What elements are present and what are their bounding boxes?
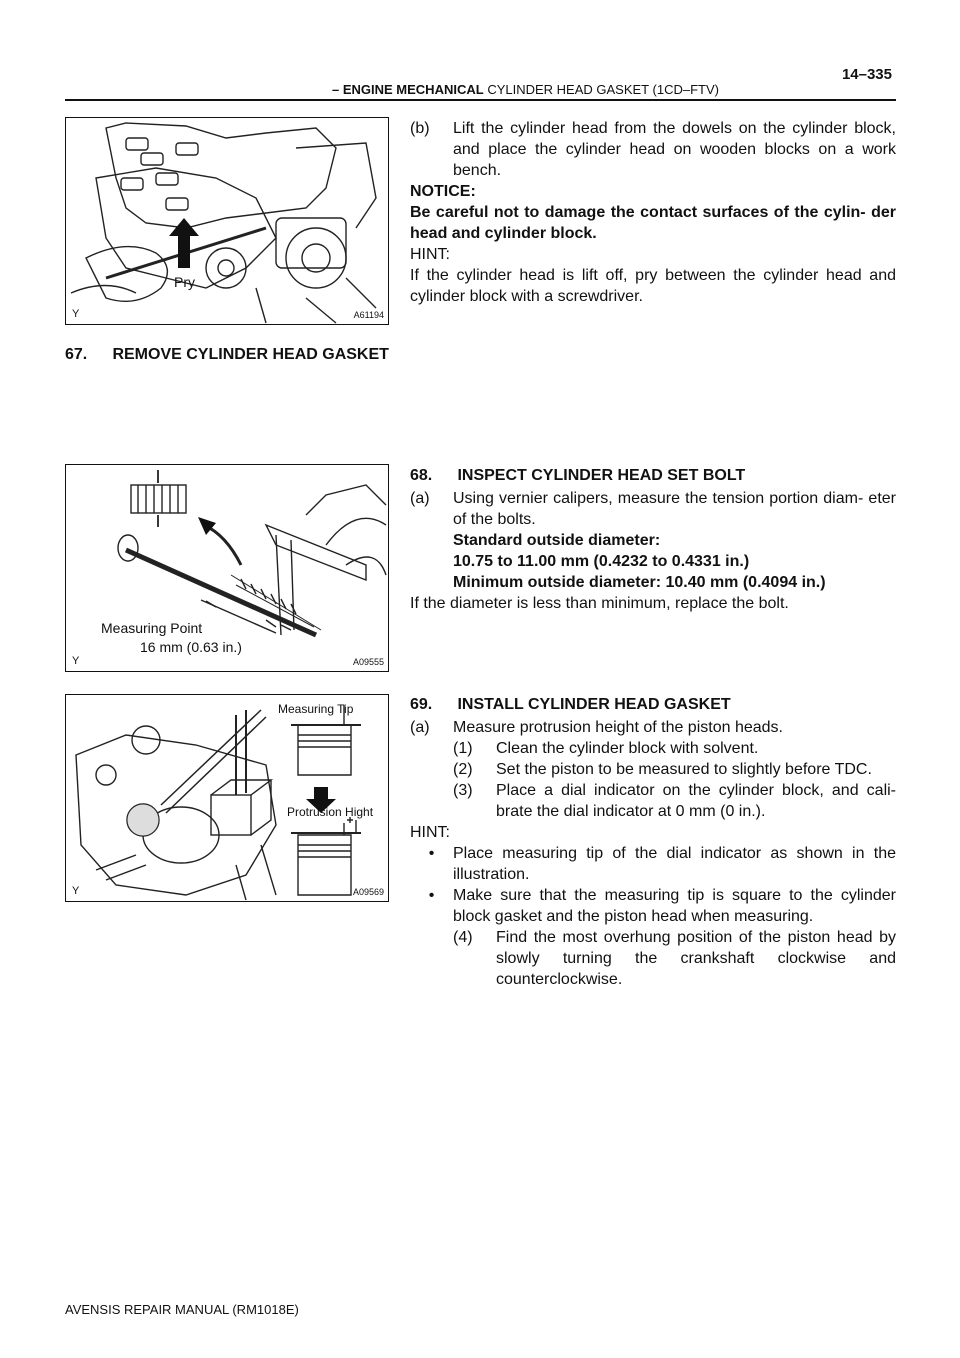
- hint-label: HINT:: [410, 824, 450, 841]
- sub-item-2: [410, 759, 896, 780]
- bullet-item-2: [410, 885, 896, 927]
- step-number: 68.: [410, 467, 433, 484]
- section-title: – ENGINE MECHANICAL: [332, 82, 484, 97]
- manual-footer: AVENSIS REPAIR MANUAL (RM1018E): [65, 1302, 299, 1317]
- section-header: [332, 82, 719, 97]
- item-text: Lift the cylinder head from the dowels on the cylinder block, and place the cylinder head on wooden blocks on a work bench.: [453, 120, 896, 179]
- text-block-install-gasket: [410, 717, 896, 990]
- step-67-heading: [65, 346, 389, 364]
- page-number: 14–335: [841, 66, 892, 83]
- standard-label: Standard outside diameter:: [453, 532, 661, 549]
- label-measuring-tip: Measuring Tip: [278, 702, 354, 716]
- sub-item-3: [410, 780, 896, 822]
- sub-item-text: Find the most overhung position of the piston head by slowly turning the crankshaft clockwise and counterclockwise.: [496, 929, 896, 988]
- header-rule: [65, 99, 896, 101]
- item-a: [410, 488, 896, 530]
- sub-item-key: (1): [453, 740, 473, 757]
- bullet-text: Place measuring tip of the dial indicator as shown in the illustration.: [453, 845, 896, 883]
- sub-item-1: [410, 738, 896, 759]
- figure-code: A09555: [352, 657, 384, 667]
- section-subtitle: CYLINDER HEAD GASKET (1CD–FTV): [487, 82, 719, 97]
- label-pry: Pry: [174, 274, 195, 290]
- figure-mark: Y: [72, 655, 80, 667]
- sub-item-key: (4): [453, 929, 473, 946]
- step-title: REMOVE CYLINDER HEAD GASKET: [112, 346, 389, 363]
- item-key: (a): [410, 719, 430, 736]
- replace-note: If the diameter is less than minimum, replace the bolt.: [410, 595, 789, 612]
- sub-item-key: (3): [453, 782, 473, 799]
- item-key: (b): [410, 120, 430, 137]
- figure-mark: Y: [72, 308, 80, 320]
- sub-item-text: Set the piston to be measured to slightly before TDC.: [496, 761, 872, 778]
- step-68-heading: [410, 467, 745, 485]
- label-measuring-point: Measuring Point: [101, 620, 203, 636]
- item-a: [410, 717, 896, 738]
- figure-protrusion-height: [65, 694, 389, 902]
- standard-value: 10.75 to 11.00 mm (0.4232 to 0.4331 in.): [453, 553, 750, 570]
- item-key: (a): [410, 490, 430, 507]
- hint-label: HINT:: [410, 246, 450, 263]
- item-text: Using vernier calipers, measure the tension portion diam- eter of the bolts.: [453, 490, 896, 528]
- figure-code: A61194: [353, 310, 384, 320]
- figure-mark: Y: [72, 885, 80, 897]
- sub-item-key: (2): [453, 761, 473, 778]
- step-title: INSPECT CYLINDER HEAD SET BOLT: [457, 467, 746, 484]
- figure-measure-bolt: [65, 464, 389, 672]
- step-number: 67.: [65, 346, 88, 363]
- bullet-text: Make sure that the measuring tip is square to the cylinder block gasket and the piston head when measuring.: [453, 887, 896, 925]
- bullet-item-1: [410, 843, 896, 885]
- bullet-icon: •: [428, 887, 435, 904]
- text-block-inspect-bolt: [410, 488, 896, 614]
- figure-pry-cylinder-head: [65, 117, 389, 325]
- text-block-lift-head: [410, 118, 896, 307]
- notice-label: NOTICE:: [410, 183, 476, 200]
- sub-item-text: Place a dial indicator on the cylinder block, and cali- brate the dial indicator at 0 mm (0 in.).: [496, 782, 896, 820]
- engine-illustration-1: [66, 118, 388, 324]
- hint-text: If the cylinder head is lift off, pry between the cylinder head and cylinder block with a screwdriver.: [410, 267, 896, 305]
- notice-text: Be careful not to damage the contact surfaces of the cylin- der head and cylinder block.: [410, 204, 896, 242]
- bullet-icon: •: [428, 845, 435, 862]
- step-69-heading: [410, 696, 731, 714]
- item-b: [410, 118, 896, 181]
- minimum-value: Minimum outside diameter: 10.40 mm (0.4094 in.): [453, 574, 826, 591]
- dial-indicator-illustration: [66, 695, 388, 901]
- label-measuring-point-dimension: 16 mm (0.63 in.): [140, 639, 242, 655]
- step-number: 69.: [410, 696, 433, 713]
- step-title: INSTALL CYLINDER HEAD GASKET: [457, 696, 731, 713]
- label-protrusion-height: Protrusion Hight: [287, 805, 374, 819]
- figure-code: A09569: [352, 887, 384, 897]
- sub-item-4: [410, 927, 896, 990]
- item-text: Measure protrusion height of the piston heads.: [453, 719, 783, 736]
- sub-item-text: Clean the cylinder block with solvent.: [496, 740, 759, 757]
